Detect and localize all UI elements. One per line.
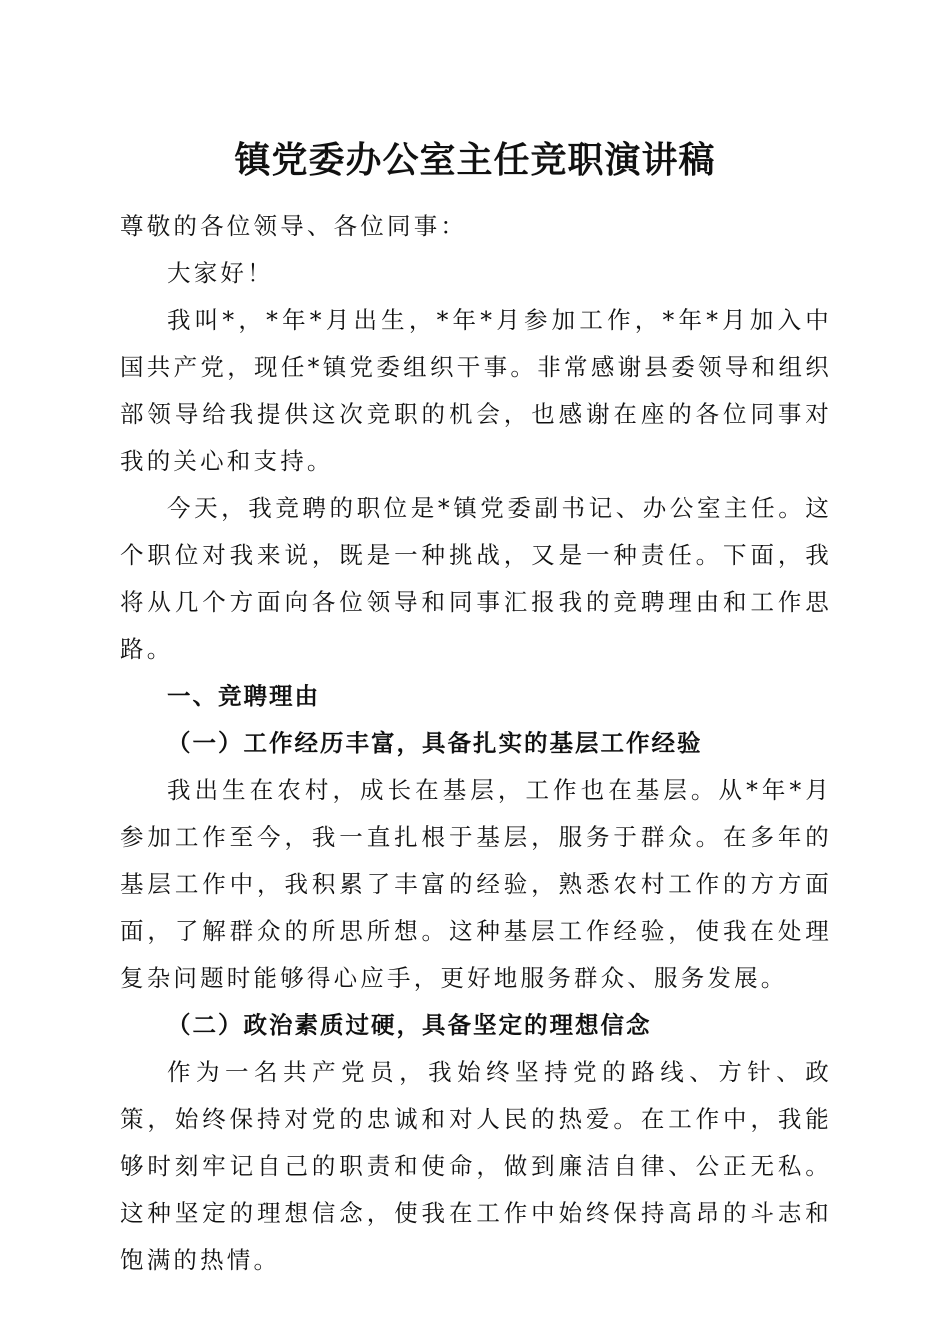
paragraph-position: 今天，我竞聘的职位是*镇党委副书记、办公室主任。这个职位对我来说，既是一种挑战，又是一种责任。下面，我将从几个方面向各位领导和同事汇报我的竞聘理由和工作思路。 xyxy=(120,494,832,663)
salutation: 尊敬的各位领导、各位同事： xyxy=(120,212,468,240)
document-body xyxy=(120,203,832,1284)
paragraph-introduction: 我叫*，*年*月出生，*年*月参加工作，*年*月加入中国共产党，现任*镇党委组织干事。非常感谢县委领导和组织部领导给我提供这次竞职的机会，也感谢在座的各位同事对我的关心和支持。 xyxy=(120,306,832,475)
section-heading-reasons: 一、竞聘理由 xyxy=(167,682,320,710)
paragraph-political: 作为一名共产党员，我始终坚持党的路线、方针、政策，始终保持对党的忠诚和对人民的热爱。在工作中，我能够时刻牢记自己的职责和使命，做到廉洁自律、公正无私。这种坚定的理想信念，使我在工作中始终保持高昂的斗志和饱满的热情。 xyxy=(120,1058,832,1274)
subsection-heading-political: （二）政治素质过硬，具备坚定的理想信念 xyxy=(167,1011,652,1039)
document-title: 镇党委办公室主任竞职演讲稿 xyxy=(234,139,716,181)
paragraph-experience: 我出生在农村，成长在基层，工作也在基层。从*年*月参加工作至今，我一直扎根于基层，服务于群众。在多年的基层工作中，我积累了丰富的经验，熟悉农村工作的方方面面，了解群众的所思所想。这种基层工作经验，使我在处理复杂问题时能够得心应手，更好地服务群众、服务发展。 xyxy=(120,776,832,992)
greeting: 大家好！ xyxy=(167,259,274,287)
subsection-heading-experience: （一）工作经历丰富，具备扎实的基层工作经验 xyxy=(167,729,703,757)
